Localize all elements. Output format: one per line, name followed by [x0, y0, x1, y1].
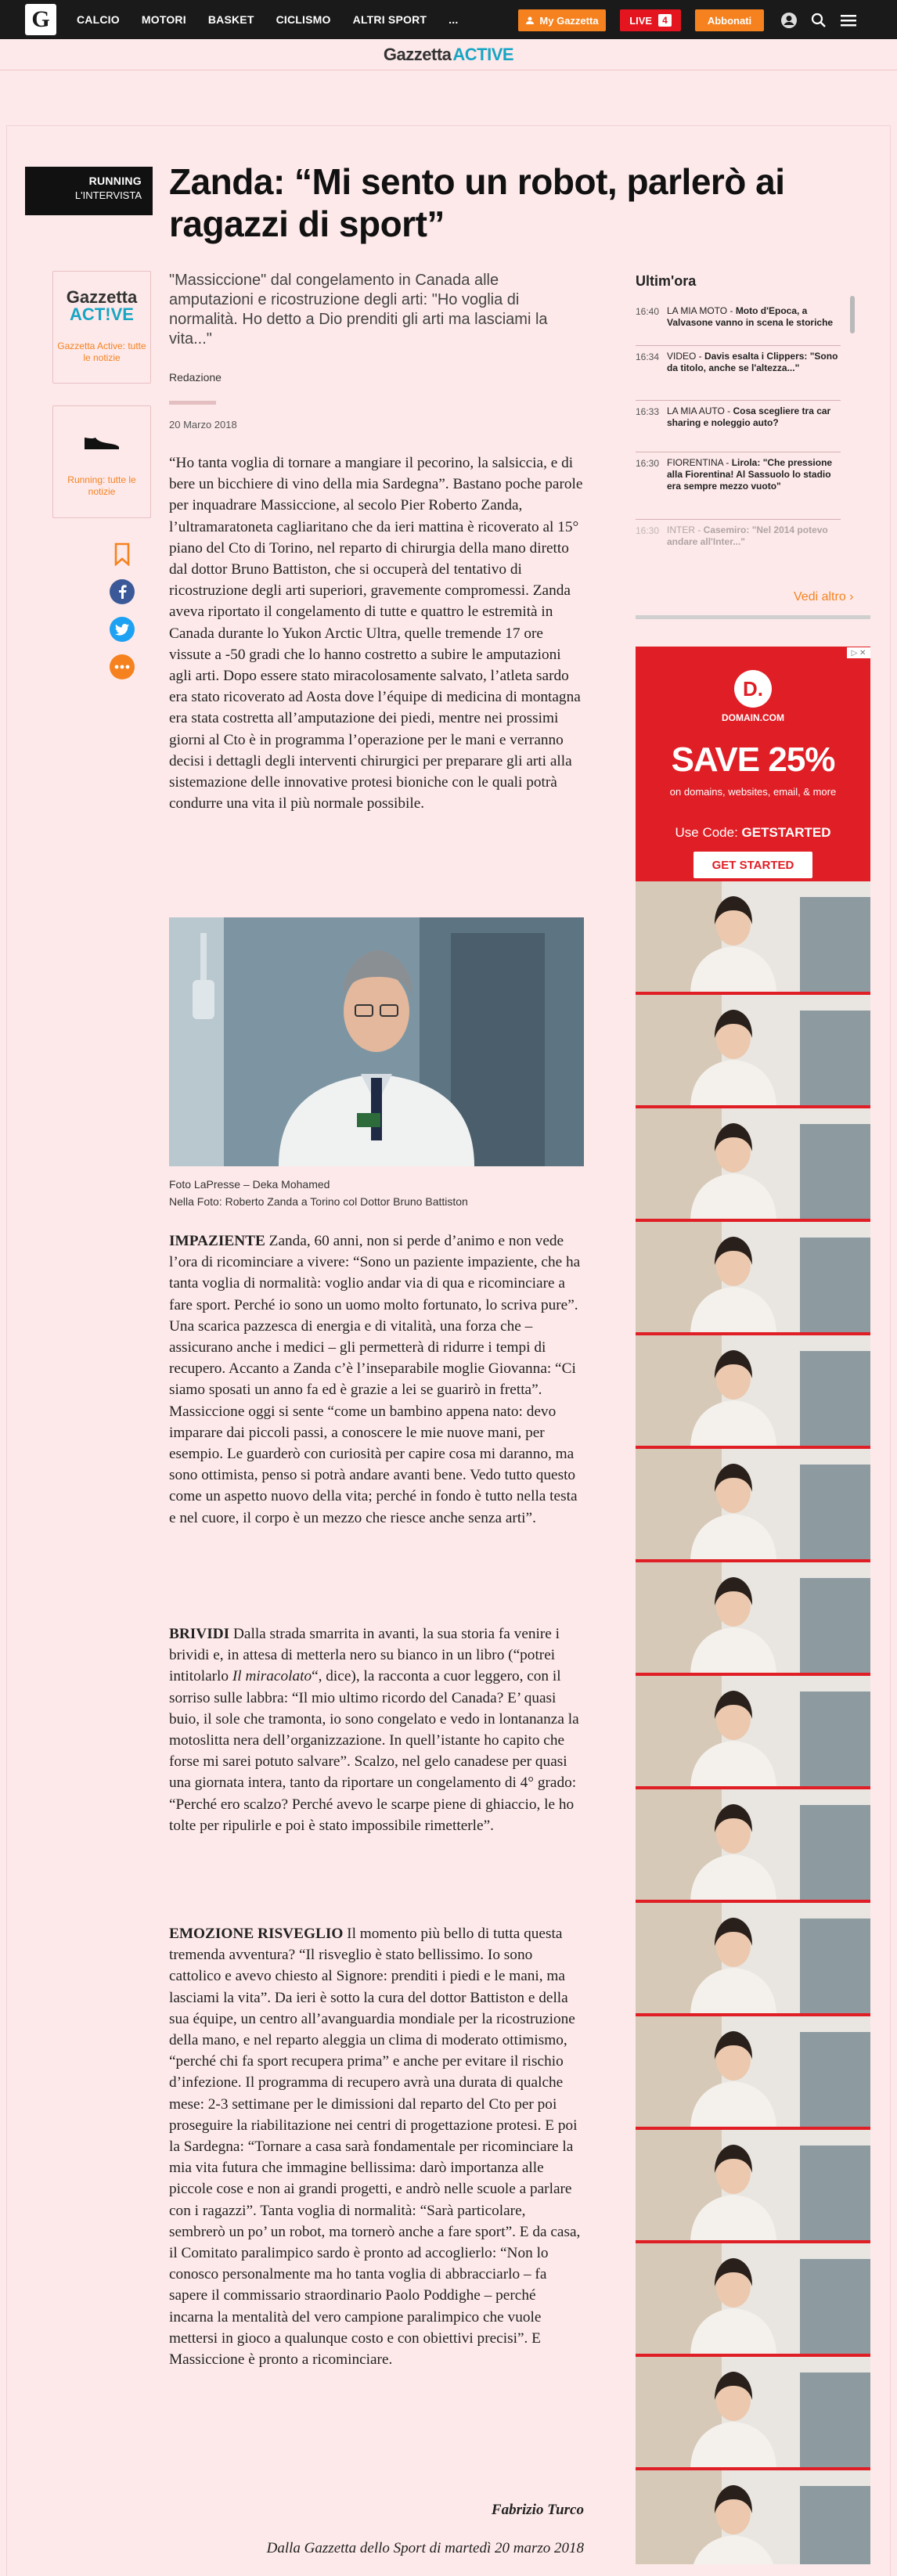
gazzetta-logo[interactable]: G [25, 4, 56, 35]
ultimora-scrollbar[interactable] [850, 296, 855, 333]
ultimora-headline: Cosa scegliere tra car sharing e noleggio auto? [667, 405, 831, 428]
ad-photo-tile [636, 995, 870, 1108]
article-kicker[interactable] [25, 167, 153, 215]
ultimora-item[interactable]: 16:40 LA MIA MOTO - Moto d'Epoca, a Valvasone vanno in scena le storiche [636, 301, 841, 346]
brand-text: Gazzetta [383, 44, 452, 64]
ad-save-text: SAVE [671, 740, 760, 779]
article-paragraph-4 [169, 1923, 584, 2370]
ad-subtext: on domains, websites, email, & more [669, 786, 837, 798]
divider [169, 401, 216, 405]
search-icon[interactable] [809, 11, 828, 30]
ultimora-headline: Lirola: "Che pressione alla Fiorentina! Al Sassuolo lo stadio era sempre mezzo vuoto" [667, 457, 833, 492]
ad-photo-tile [636, 2470, 870, 2564]
ad-percent: 25% [768, 740, 835, 779]
paragraph-text: Il momento più bello di tutta questa tremenda avventura? “Il risveglio è stato bellissimo. Io sono cattolico e avevo chiesto al Signore: prenditi i piedi e le mani, ma lasciami la vita”. Da ieri è sotto la cura del dottor Battiston e della sua équipe, un centro all’avanguardia mondiale per la ricostruzione della mano, e nel reparto aleggia un clima di moderato ottimismo, “perché chi fa sport recupera prima” e anche per evitare il rischio d’infezione. Il programma di recupero avrà una durata di qualche mese: 2-3 settimane per le dimissioni dal reparto del Cto per poi proseguire la riabilitazione nei centri di progettazione protesi. E poi la Sardegna: “Tornare a casa sarà fondamentale per ricominciare la mia vita futura che immagine bellissima: darò importanza alle piccole cose e non ai grandi progetti, e andrò nelle scuole a parlare con i ragazzi”. Tanta voglia di normalità: “Sarà particolare, sembrerò un po’ un robot, ma tornerò anche a fare sport”. E da casa, il Comitato paralimpico sardo è pronto ad accoglierlo: “Non lo conosco personalmente ma ho tanta voglia di abbracciarlo – fa sapere il commissario straordinario Paolo Poddighe – perché incarna la mentalità del vero campione paralimpico che vuole mettersi in gioco a qualunque costo e con obiettivi precisi”. E Massiccione è pronto a ricominciare. [169, 1926, 581, 2369]
top-navbar [0, 0, 897, 39]
paragraph-lead: EMOZIONE RISVEGLIO [169, 1926, 344, 1942]
ultimora-title: Ultim'ora [636, 273, 697, 289]
article-paragraph-3 [169, 1623, 584, 1836]
rail-card-caption: Gazzetta Active: tutte le notizie [57, 340, 146, 363]
article-signature: Fabrizio Turco [491, 2502, 584, 2518]
ultimora-section: VIDEO [667, 351, 697, 362]
rail-active-logo [53, 289, 150, 323]
ultimora-section: LA MIA AUTO [667, 405, 725, 416]
paragraph-text: Dalla strada smarrita in avanti, la sua storia fa venire i brividi e, in attesa di metterla nero su bianco in un libro (“potrei intitolarlo [169, 1626, 560, 1685]
ultimora-item[interactable]: 16:34 VIDEO - Davis esalta i Clippers: "Sono da titolo, anche se l'altezza..." [636, 346, 841, 401]
ultimora-item[interactable]: 16:33 LA MIA AUTO - Cosa scegliere tra car sharing e noleggio auto? [636, 401, 841, 452]
ultimora-list [636, 301, 841, 551]
ultimora-time: 16:33 [636, 406, 660, 417]
ultimora-section: INTER [667, 524, 695, 535]
more-label: Vedi altro [794, 590, 846, 603]
ultimora-time: 16:34 [636, 351, 660, 362]
nav-link-ciclismo[interactable]: CICLISMO [276, 13, 331, 26]
ad-photo-tile [636, 2016, 870, 2130]
article-paragraph-2 [169, 1230, 584, 1529]
article-source: Dalla Gazzetta dello Sport di martedì 20 marzo 2018 [266, 2540, 584, 2556]
kicker-type: L'INTERVISTA [74, 189, 142, 201]
ultimora-time: 16:40 [636, 306, 660, 317]
ad-brand: DOMAIN.COM [722, 712, 784, 723]
ad-photo-tile [636, 2130, 870, 2243]
ad-photo-tile [636, 1335, 870, 1449]
live-label: LIVE [629, 14, 653, 27]
ad-hero [636, 647, 870, 881]
nav-more-button[interactable]: ... [448, 13, 459, 26]
paragraph-lead: IMPAZIENTE [169, 1233, 265, 1249]
photo-credit: Foto LaPresse – Deka Mohamed [169, 1178, 330, 1191]
my-gazzetta-button[interactable] [518, 9, 606, 31]
ultimora-more-link[interactable] [794, 590, 854, 604]
ad-photo-tile [636, 881, 870, 995]
domain-logo-icon: D. [734, 670, 772, 708]
ad-choices-icon[interactable]: ▷ ✕ [847, 647, 870, 658]
ultimora-time: 16:30 [636, 458, 660, 469]
twitter-icon[interactable] [110, 617, 135, 642]
kicker-section: RUNNING [88, 175, 142, 187]
section-header [0, 39, 897, 70]
subscribe-button[interactable]: Abbonati [695, 9, 764, 31]
more-share-icon[interactable] [110, 654, 135, 679]
ad-photo-tile [636, 1562, 870, 1676]
paragraph-text: Zanda, 60 anni, non si perde d’animo e non vede l’ora di ricominciare a vivere: “Sono un paziente impaziente, che ha tanta voglia di normalità: voglio andar via di qua e ricominciare a fare sport. Perché io sono un uomo molto fortunato, lo scriva pure”. Una scarica pazzesca di energia e di vitalità, una forza che – assicurano anche i medici – gli permetterà di ridurre i tempi di recupero. Accanto a Zanda c’è l’inseparabile moglie Giovanna: “Ci siamo sposati un anno fa ed è grazie a lei se guarirò in fretta”. Massiccione oggi si sente “come un bambino appena nato: devo imparare dai piccoli passi, a conoscere le mie nuove mani, per esempio. Le guarderò con curiosità per capire cosa mi daranno, ma sono ottimista, penso si potrà andare avanti bene. Vedo tutto questo come un aspetto nuovo della vita; perché in fondo è tutto nella testa e nel cuore, il corpo è un mezzo che riesce anche senza arti”. [169, 1233, 581, 1526]
nav-link-calcio[interactable]: CALCIO [77, 13, 120, 26]
rail-card-caption: Running: tutte le notizie [67, 474, 136, 497]
ad-cta-button[interactable]: GET STARTED [693, 852, 812, 878]
ad-code-label: Use Code: [675, 825, 738, 840]
user-icon [525, 16, 535, 25]
rail-card-running[interactable] [52, 405, 151, 518]
nav-link-motori[interactable]: MOTORI [141, 13, 186, 26]
ultimora-item[interactable]: 16:30 INTER - Casemiro: "Nel 2014 potevo andare all'Inter..." [636, 524, 828, 547]
ad-photo-tile [636, 1789, 870, 1903]
brand-accent-text: ACTIVE [452, 44, 514, 64]
ad-photo-tile [636, 2357, 870, 2470]
nav-link-basket[interactable]: BASKET [207, 13, 254, 26]
rail-brand: Gazzetta [66, 287, 138, 307]
ultimora-section: LA MIA MOTO [667, 305, 728, 316]
hamburger-menu-icon[interactable] [839, 11, 858, 30]
advertisement[interactable] [636, 647, 870, 2564]
running-shoe-icon [81, 433, 122, 450]
rail-card-active[interactable] [52, 271, 151, 384]
chevron-right-icon: › [849, 590, 854, 603]
my-gazzetta-label: My Gazzetta [539, 14, 599, 27]
ad-code [636, 825, 870, 841]
ad-photo-tile [636, 1676, 870, 1789]
facebook-icon[interactable] [110, 579, 135, 604]
ad-photo-tile [636, 1449, 870, 1562]
ad-photo-tile [636, 2243, 870, 2357]
bookmark-icon[interactable] [110, 542, 135, 567]
nav-link-altri-sport[interactable]: ALTRI SPORT [352, 13, 427, 26]
rail-brand-accent: ACT!VE [70, 304, 134, 324]
article-summary: "Massiccione" dal congelamento in Canada alle amputazioni e ricostruzione degli arti: "Ho voglia di normalità. Ho detto a Dio prenditi gli arti ma lasciami la vita..." [169, 272, 548, 348]
live-count-badge: 4 [658, 14, 672, 27]
live-button[interactable] [620, 9, 681, 31]
gazzetta-active-logo[interactable] [384, 45, 513, 65]
paragraph-text: “, dice), la racconta a cuor leggero, con il sorriso sulle labbra: “Il mio ultimo ricordo del Canada? E’ quasi buio, il sole che tramonta, io sono congelato e vedo in lontananza la motoslitta nera dell’organizzazione. In quell’istante ho capito che forse mi sarei potuto salvare”. Scalzo, nel gelo canadese per quasi una giornata intera, tanto da riportare un congelamento di 4° grado: “Perché ero scalzo? Perché avevo le scarpe piene di ghiaccio, le ho tolte per ripulirle e poi è stato impossibile rimetterle”. [169, 1668, 579, 1834]
article-paragraph-1: “Ho tanta voglia di tornare a mangiare il pecorino, la salsiccia, e di bere un bicchiere di vino della mia Sardegna”. Bastano poche parole per inquadrare Massiccione, al secolo Pier Roberto Zanda, l’ultramaratoneta cagliaritano che da ieri mattina è ricoverato al 15° piano del Cto di Torino, nel reparto di chirurgia della mano diretto dal dottor Bruno Battiston, che si occuperà del tentativo di ricostruzione degli arti superiori, gravemente compromessi. Zanda aveva riportato il congelamento di tutte e quattro le estremità in Canada durante lo Yukon Arctic Ultra, quelle tremende 17 ore vissute a -50 gradi che lo hanno costretto a subire le amputazioni agli arti. Dopo essere stato miracolosamente salvato, l’atleta sardo era stato ricoverato ad Aosta dove l’équipe di medicina di montagna era stata costretta all’amputazione dei piedi, mentre nei prossimi giorni al Cto è in programma l’operazione per le mani e verranno decisi i dettagli degli interventi chirurgici per preparare gli arti alla sistemazione delle innovative protesi bioniche con le quali potrà condurre una vita il più normale possibile. [169, 455, 583, 812]
article-title: Zanda: “Mi sento un robot, parlerò ai ragazzi di sport” [169, 161, 785, 244]
account-icon[interactable] [780, 11, 798, 30]
ultimora-headline: Davis esalta i Clippers: "Sono da titolo, anche se l'altezza..." [667, 351, 838, 373]
article-author[interactable]: Redazione [169, 371, 222, 384]
ad-photo-tile [636, 1903, 870, 2016]
ultimora-time: 16:30 [636, 525, 660, 536]
ultimora-headline: Moto d'Epoca, a Valvasone vanno in scena le storiche [667, 305, 834, 328]
ultimora-headline: Casemiro: "Nel 2014 potevo andare all'Inter..." [667, 524, 828, 547]
ultimora-section: FIORENTINA [667, 457, 724, 468]
ultimora-item[interactable]: 16:30 FIORENTINA - Lirola: "Che pressione alla Fiorentina! Al Sassuolo lo stadio era sempre mezzo vuoto" [636, 452, 841, 520]
ultimora-bottom-bar [636, 615, 870, 619]
ad-headline [636, 740, 870, 780]
ad-code-value: GETSTARTED [741, 825, 831, 840]
main-nav [77, 0, 458, 39]
article-date: 20 Marzo 2018 [169, 419, 237, 431]
book-title: Il miracolato [232, 1668, 312, 1685]
ad-photo-tile [636, 1108, 870, 1222]
paragraph-lead: BRIVIDI [169, 1626, 230, 1642]
ad-photo-tile [636, 1222, 870, 1335]
article-photo [169, 917, 584, 1166]
photo-caption: Nella Foto: Roberto Zanda a Torino col Dottor Bruno Battiston [169, 1195, 468, 1208]
